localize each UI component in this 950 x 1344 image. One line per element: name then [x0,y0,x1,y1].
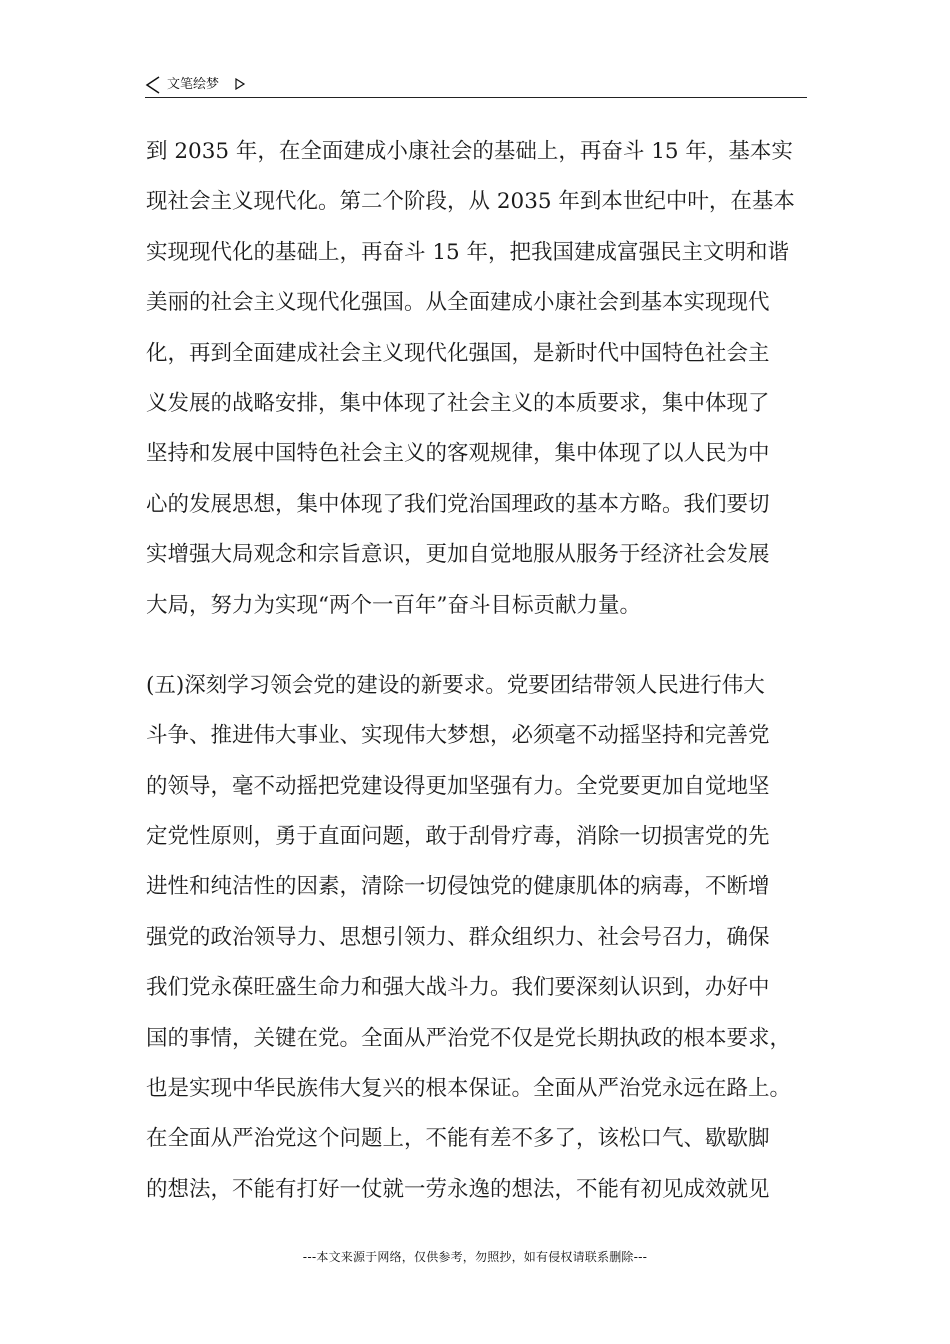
text-line: 美丽的社会主义现代化强国。从全面建成小康社会到基本实现现代 [146,290,770,316]
text-line: 现社会主义现代化。第二个阶段，从 2035 年到本世纪中叶，在基本 [146,189,795,215]
page-footer: ---本文来源于网络，仅供参考，勿照抄，如有侵权请联系删除--- [302,1250,648,1264]
header-title: 文笔绘梦 [167,77,220,92]
text-line: 坚持和发展中国特色社会主义的客观规律，集中体现了以人民为中 [146,441,770,467]
text-line: 强党的政治领导力、思想引领力、群众组织力、社会号召力，确保 [146,924,770,950]
text-line: 斗争、推进伟大事业、实现伟大梦想，必须毫不动摇坚持和完善党 [146,723,770,749]
text-line: 的领导，毫不动摇把党建设得更加坚强有力。全党要更加自觉地坚 [146,773,770,799]
text-line: 大局，努力为实现“两个一百年”奋斗目标贡献力量。 [146,592,641,618]
text-line: 也是实现中华民族伟大复兴的根本保证。全面从严治党永远在路上。 [146,1076,792,1102]
text-line: 的想法，不能有打好一仗就一劳永逸的想法，不能有初见成效就见 [146,1176,770,1202]
text-line: 在全面从严治党这个问题上，不能有差不多了，该松口气、歇歇脚 [146,1126,770,1152]
text-line: 实现现代化的基础上，再奋斗 15 年，把我国建成富强民主文明和谐 [146,239,790,265]
document-body [146,127,818,1215]
paragraph-2 [146,661,818,1215]
paragraph-gap [146,631,818,661]
left-triangle-icon [145,76,161,94]
text-line: 国的事情，关键在党。全面从严治党不仅是党长期执政的根本要求， [146,1025,792,1051]
paragraph-1 [146,127,818,631]
page-header [145,74,807,98]
text-line: 到 2035 年，在全面建成小康社会的基础上，再奋斗 15 年，基本实 [146,139,793,164]
text-line: (五)深刻学习领会党的建设的新要求。党要团结带领人民进行伟大 [146,672,765,698]
text-line: 化，再到全面建成社会主义现代化强国，是新时代中国特色社会主 [146,340,770,366]
text-line: 进性和纯洁性的因素，清除一切侵蚀党的健康肌体的病毒，不断增 [146,874,770,900]
text-line: 义发展的战略安排，集中体现了社会主义的本质要求，集中体现了 [146,390,770,416]
text-line: 定党性原则，勇于直面问题，敢于刮骨疗毒，消除一切损害党的先 [146,824,770,850]
text-line: 实增强大局观念和宗旨意识，更加自觉地服从服务于经济社会发展 [146,542,770,568]
header-divider [145,97,807,98]
text-line: 我们党永葆旺盛生命力和强大战斗力。我们要深刻认识到，办好中 [146,975,770,1001]
text-line: 心的发展思想，集中体现了我们党治国理政的基本方略。我们要切 [146,491,770,517]
right-triangle-icon [234,78,246,90]
